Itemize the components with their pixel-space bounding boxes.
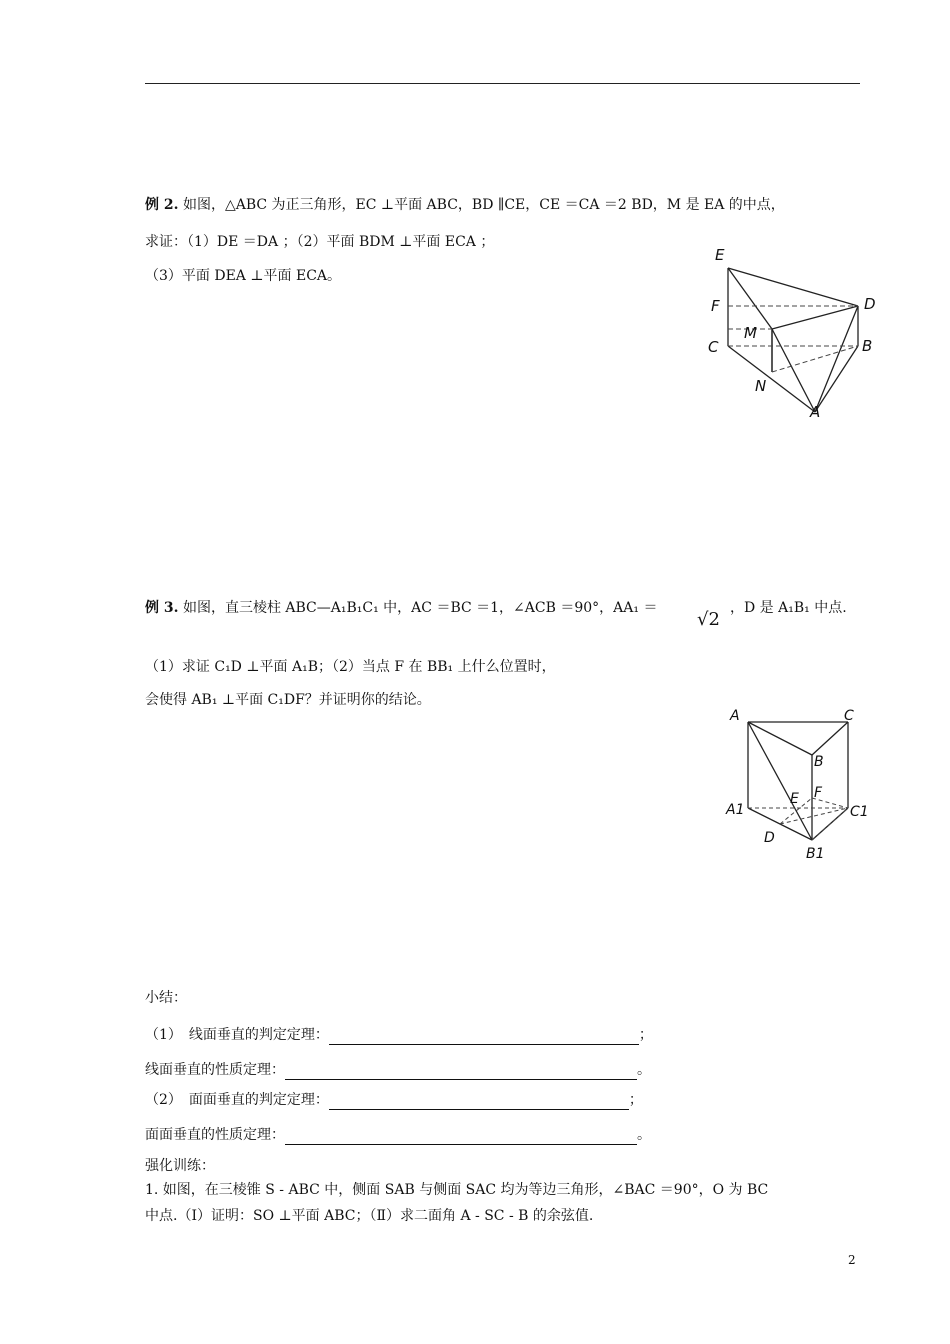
summary-item1-end: ；	[638, 1027, 653, 1043]
exercise-line2: 中点.（Ⅰ）证明：SO ⊥平面 ABC；（Ⅱ）求二面角 A - SC - B 的余弦值.	[145, 1208, 594, 1224]
summary-item1	[145, 1025, 653, 1045]
summary-item4	[145, 1125, 651, 1145]
example3-statement: 如图，直三棱柱 ABC—A₁B₁C₁ 中，AC ＝BC ＝1，∠ACB ＝90°，AA₁ ＝	[182, 600, 658, 616]
summary-item4-label: 面面垂直的性质定理：	[145, 1127, 285, 1143]
example2-line2: 求证：（1）DE ＝DA ；（2）平面 BDM ⊥平面 ECA ；	[145, 234, 495, 250]
label-C: C	[708, 338, 719, 356]
summary-title: 小结：	[145, 990, 187, 1006]
summary-item2-label: 线面垂直的性质定理：	[145, 1062, 285, 1078]
label3-C: C	[844, 708, 854, 724]
label3-B1: B1	[806, 846, 825, 862]
label-E: E	[715, 246, 725, 264]
label-N: N	[755, 377, 767, 395]
summary-item3-end: ；	[628, 1092, 643, 1108]
summary-item4-end: 。	[637, 1127, 651, 1143]
label3-C1: C1	[850, 804, 869, 820]
label-B: B	[862, 337, 873, 355]
label-A: A	[810, 403, 821, 421]
example3-label: 例 3.	[145, 600, 179, 616]
label-D: D	[864, 295, 876, 313]
label3-D: D	[764, 830, 775, 846]
example2-statement: 如图，△ABC 为正三角形，EC ⊥平面 ABC，BD ∥CE，CE ＝CA ＝2 BD，M 是 EA 的中点，	[182, 197, 785, 213]
header-rule	[145, 83, 860, 84]
example2-label: 例 2.	[145, 197, 179, 213]
summary-item2-end: 。	[637, 1062, 651, 1078]
fill-blank-3[interactable]	[329, 1095, 629, 1110]
exercise-title: 强化训练：	[145, 1158, 215, 1174]
fill-blank-2[interactable]	[285, 1065, 637, 1080]
example2-figure	[700, 240, 885, 425]
fill-blank-4[interactable]	[285, 1130, 637, 1145]
example3-line1-end: ，D 是 A₁B₁ 中点.	[730, 600, 847, 616]
fill-blank-1[interactable]	[329, 1030, 639, 1045]
label3-A: A	[730, 708, 740, 724]
label3-A1: A1	[726, 802, 745, 818]
example3-line2: （1）求证 C₁D ⊥平面 A₁B；（2）当点 F 在 BB₁ 上什么位置时，	[145, 659, 556, 675]
summary-item2	[145, 1060, 651, 1080]
example3-line3: 会使得 AB₁ ⊥平面 C₁DF？并证明你的结论。	[145, 692, 431, 708]
label3-F: F	[814, 785, 823, 801]
example3-figure	[720, 700, 880, 870]
label3-B: B	[814, 754, 824, 770]
sqrt-two: √2	[697, 609, 720, 630]
example2-line3: （3）平面 DEA ⊥平面 ECA。	[145, 268, 342, 284]
example3-line1	[145, 598, 657, 618]
page-number: 2	[848, 1253, 856, 1267]
exercise-line1: 1. 如图，在三棱锥 S - ABC 中，侧面 SAB 与侧面 SAC 均为等边三角形，∠BAC ＝90°，O 为 BC	[145, 1182, 769, 1198]
summary-item3	[145, 1090, 643, 1110]
example2-line1	[145, 195, 785, 215]
summary-item1-label: （1） 线面垂直的判定定理：	[145, 1027, 329, 1043]
summary-item3-label: （2） 面面垂直的判定定理：	[145, 1092, 329, 1108]
label3-E: E	[790, 791, 799, 807]
label-M: M	[744, 324, 757, 342]
label-F: F	[711, 297, 720, 315]
